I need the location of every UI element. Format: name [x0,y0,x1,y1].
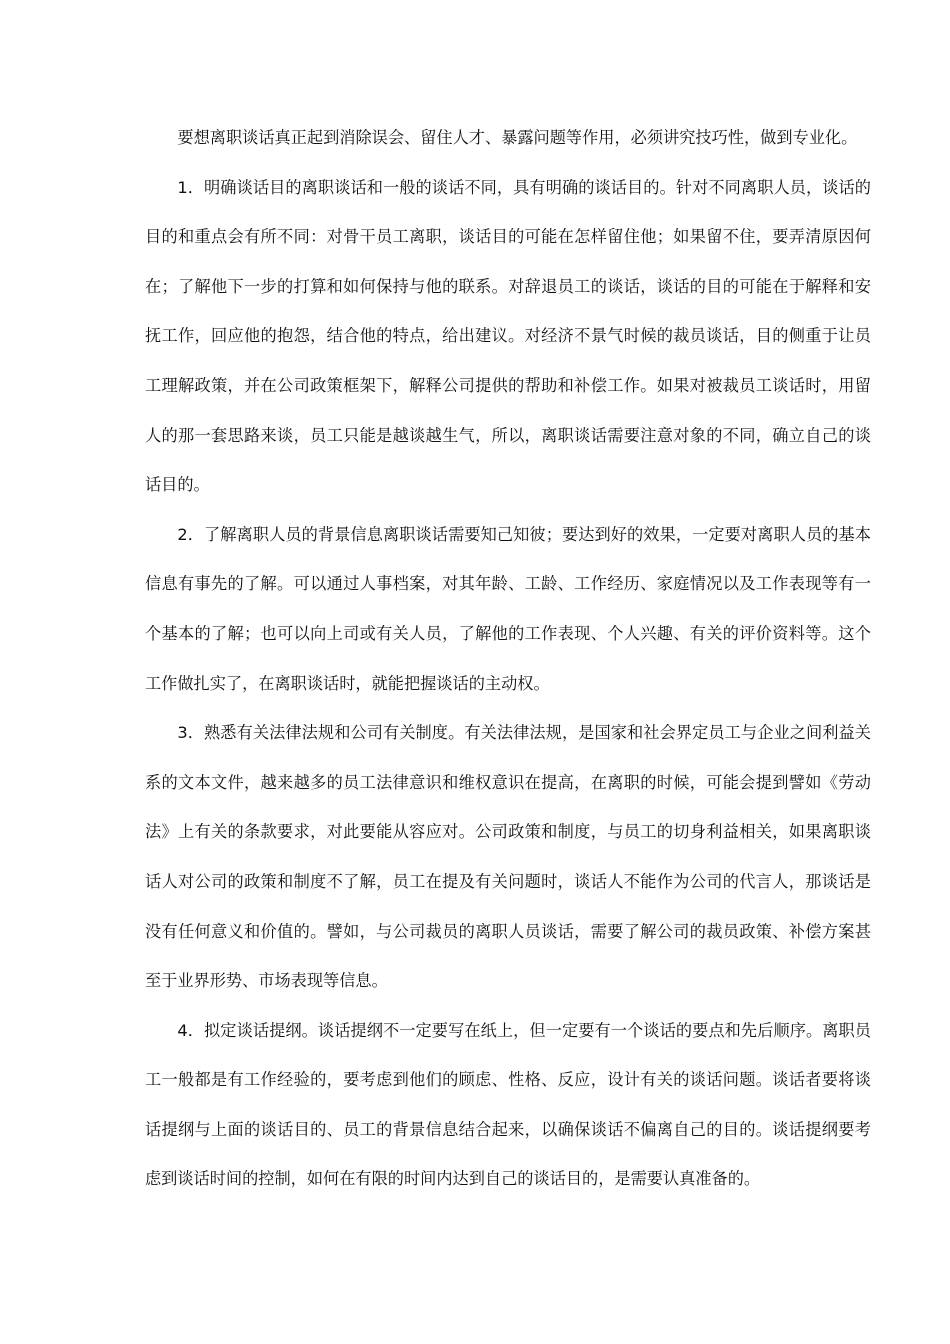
document-body [145,113,871,1204]
paragraph-section-2: 2．了解离职人员的背景信息离职谈话需要知己知彼；要达到好的效果，一定要对离职人员的基本信息有事先的了解。可以通过人事档案，对其年龄、工龄、工作经历、家庭情况以及工作表现等有一个基本的了解；也可以向上司或有关人员，了解他的工作表现、个人兴趣、有关的评价资料等。这个工作做扎实了，在离职谈话时，就能把握谈话的主动权。 [145,524,871,693]
paragraph-section-3: 3．熟悉有关法律法规和公司有关制度。有关法律法规，是国家和社会界定员工与企业之间利益关系的文本文件，越来越多的员工法律意识和维权意识在提高，在离职的时候，可能会提到譬如《劳动法》上有关的条款要求，对此要能从容应对。公司政策和制度，与员工的切身利益相关，如果离职谈话人对公司的政策和制度不了解，员工在提及有关问题时，谈话人不能作为公司的代言人，那谈话是没有任何意义和价值的。譬如，与公司裁员的离职人员谈话，需要了解公司的裁员政策、补偿方案甚至于业界形势、市场表现等信息。 [145,723,871,991]
paragraph-section-4: 4．拟定谈话提纲。谈话提纲不一定要写在纸上，但一定要有一个谈话的要点和先后顺序。离职员工一般都是有工作经验的，要考虑到他们的顾虑、性格、反应，设计有关的谈话问题。谈话者要将谈话提纲与上面的谈话目的、员工的背景信息结合起来，以确保谈话不偏离自己的目的。谈话提纲要考虑到谈话时间的控制，如何在有限的时间内达到自己的谈话目的，是需要认真准备的。 [145,1020,871,1189]
paragraph-intro: 要想离职谈话真正起到消除误会、留住人才、暴露问题等作用，必须讲究技巧性，做到专业化。 [177,128,858,147]
paragraph-section-1: 1．明确谈话目的离职谈话和一般的谈话不同，具有明确的谈话目的。针对不同离职人员，谈话的目的和重点会有所不同：对骨干员工离职，谈话目的可能在怎样留住他；如果留不住，要弄清原因何在；了解他下一步的打算和如何保持与他的联系。对辞退员工的谈话，谈话的目的可能在于解释和安抚工作，回应他的抱怨，结合他的特点，给出建议。对经济不景气时候的裁员谈话，目的侧重于让员工理解政策，并在公司政策框架下，解释公司提供的帮助和补偿工作。如果对被裁员工谈话时，用留人的那一套思路来谈，员工只能是越谈越生气，所以，离职谈话需要注意对象的不同，确立自己的谈话目的。 [145,177,871,495]
